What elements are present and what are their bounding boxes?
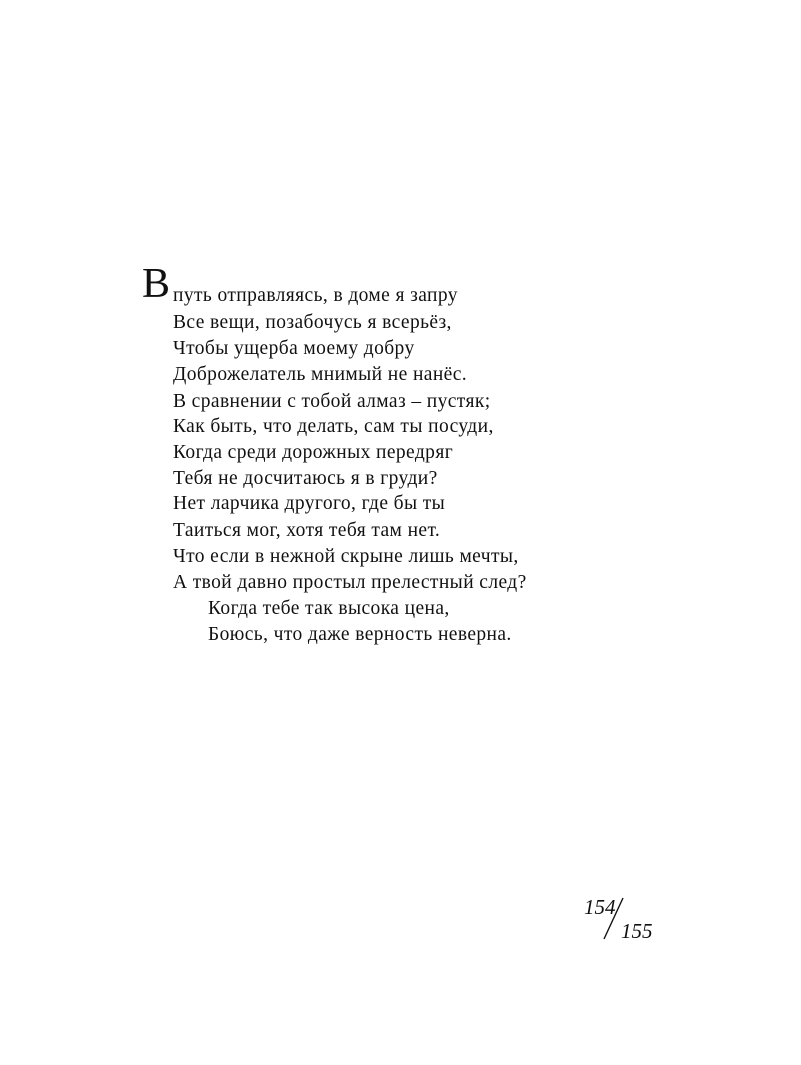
left-page-number: 154 [584, 895, 616, 919]
poem-line: Чтобы ущерба моему добру [173, 338, 415, 359]
couplet-line: Боюсь, что даже верность неверна. [208, 624, 512, 645]
poem-line: Все вещи, позабочусь я всерьёз, [173, 312, 452, 333]
poem-line: В сравнении с тобой алмаз – пустяк; [173, 391, 491, 412]
poem-line: Когда среди дорожных передряг [173, 442, 454, 463]
poem-line: путь отправляясь, в доме я запру [173, 285, 458, 306]
poem-line: Нет ларчика другого, где бы ты [173, 493, 446, 514]
drop-cap: В [142, 261, 171, 307]
right-page-number: 155 [621, 919, 653, 943]
couplet-line: Когда тебе так высока цена, [208, 598, 450, 619]
poem-line: Как быть, что делать, сам ты посуди, [173, 416, 494, 437]
poem-line: Что если в нежной скрыне лишь мечты, [173, 546, 519, 567]
poem-line: Таиться мог, хотя тебя там нет. [173, 520, 441, 541]
poem-line: Тебя не досчитаюсь я в груди? [173, 468, 438, 489]
poem-line: А твой давно простыл прелестный след? [173, 572, 527, 593]
poem-line: Доброжелатель мнимый не нанёс. [173, 364, 468, 385]
